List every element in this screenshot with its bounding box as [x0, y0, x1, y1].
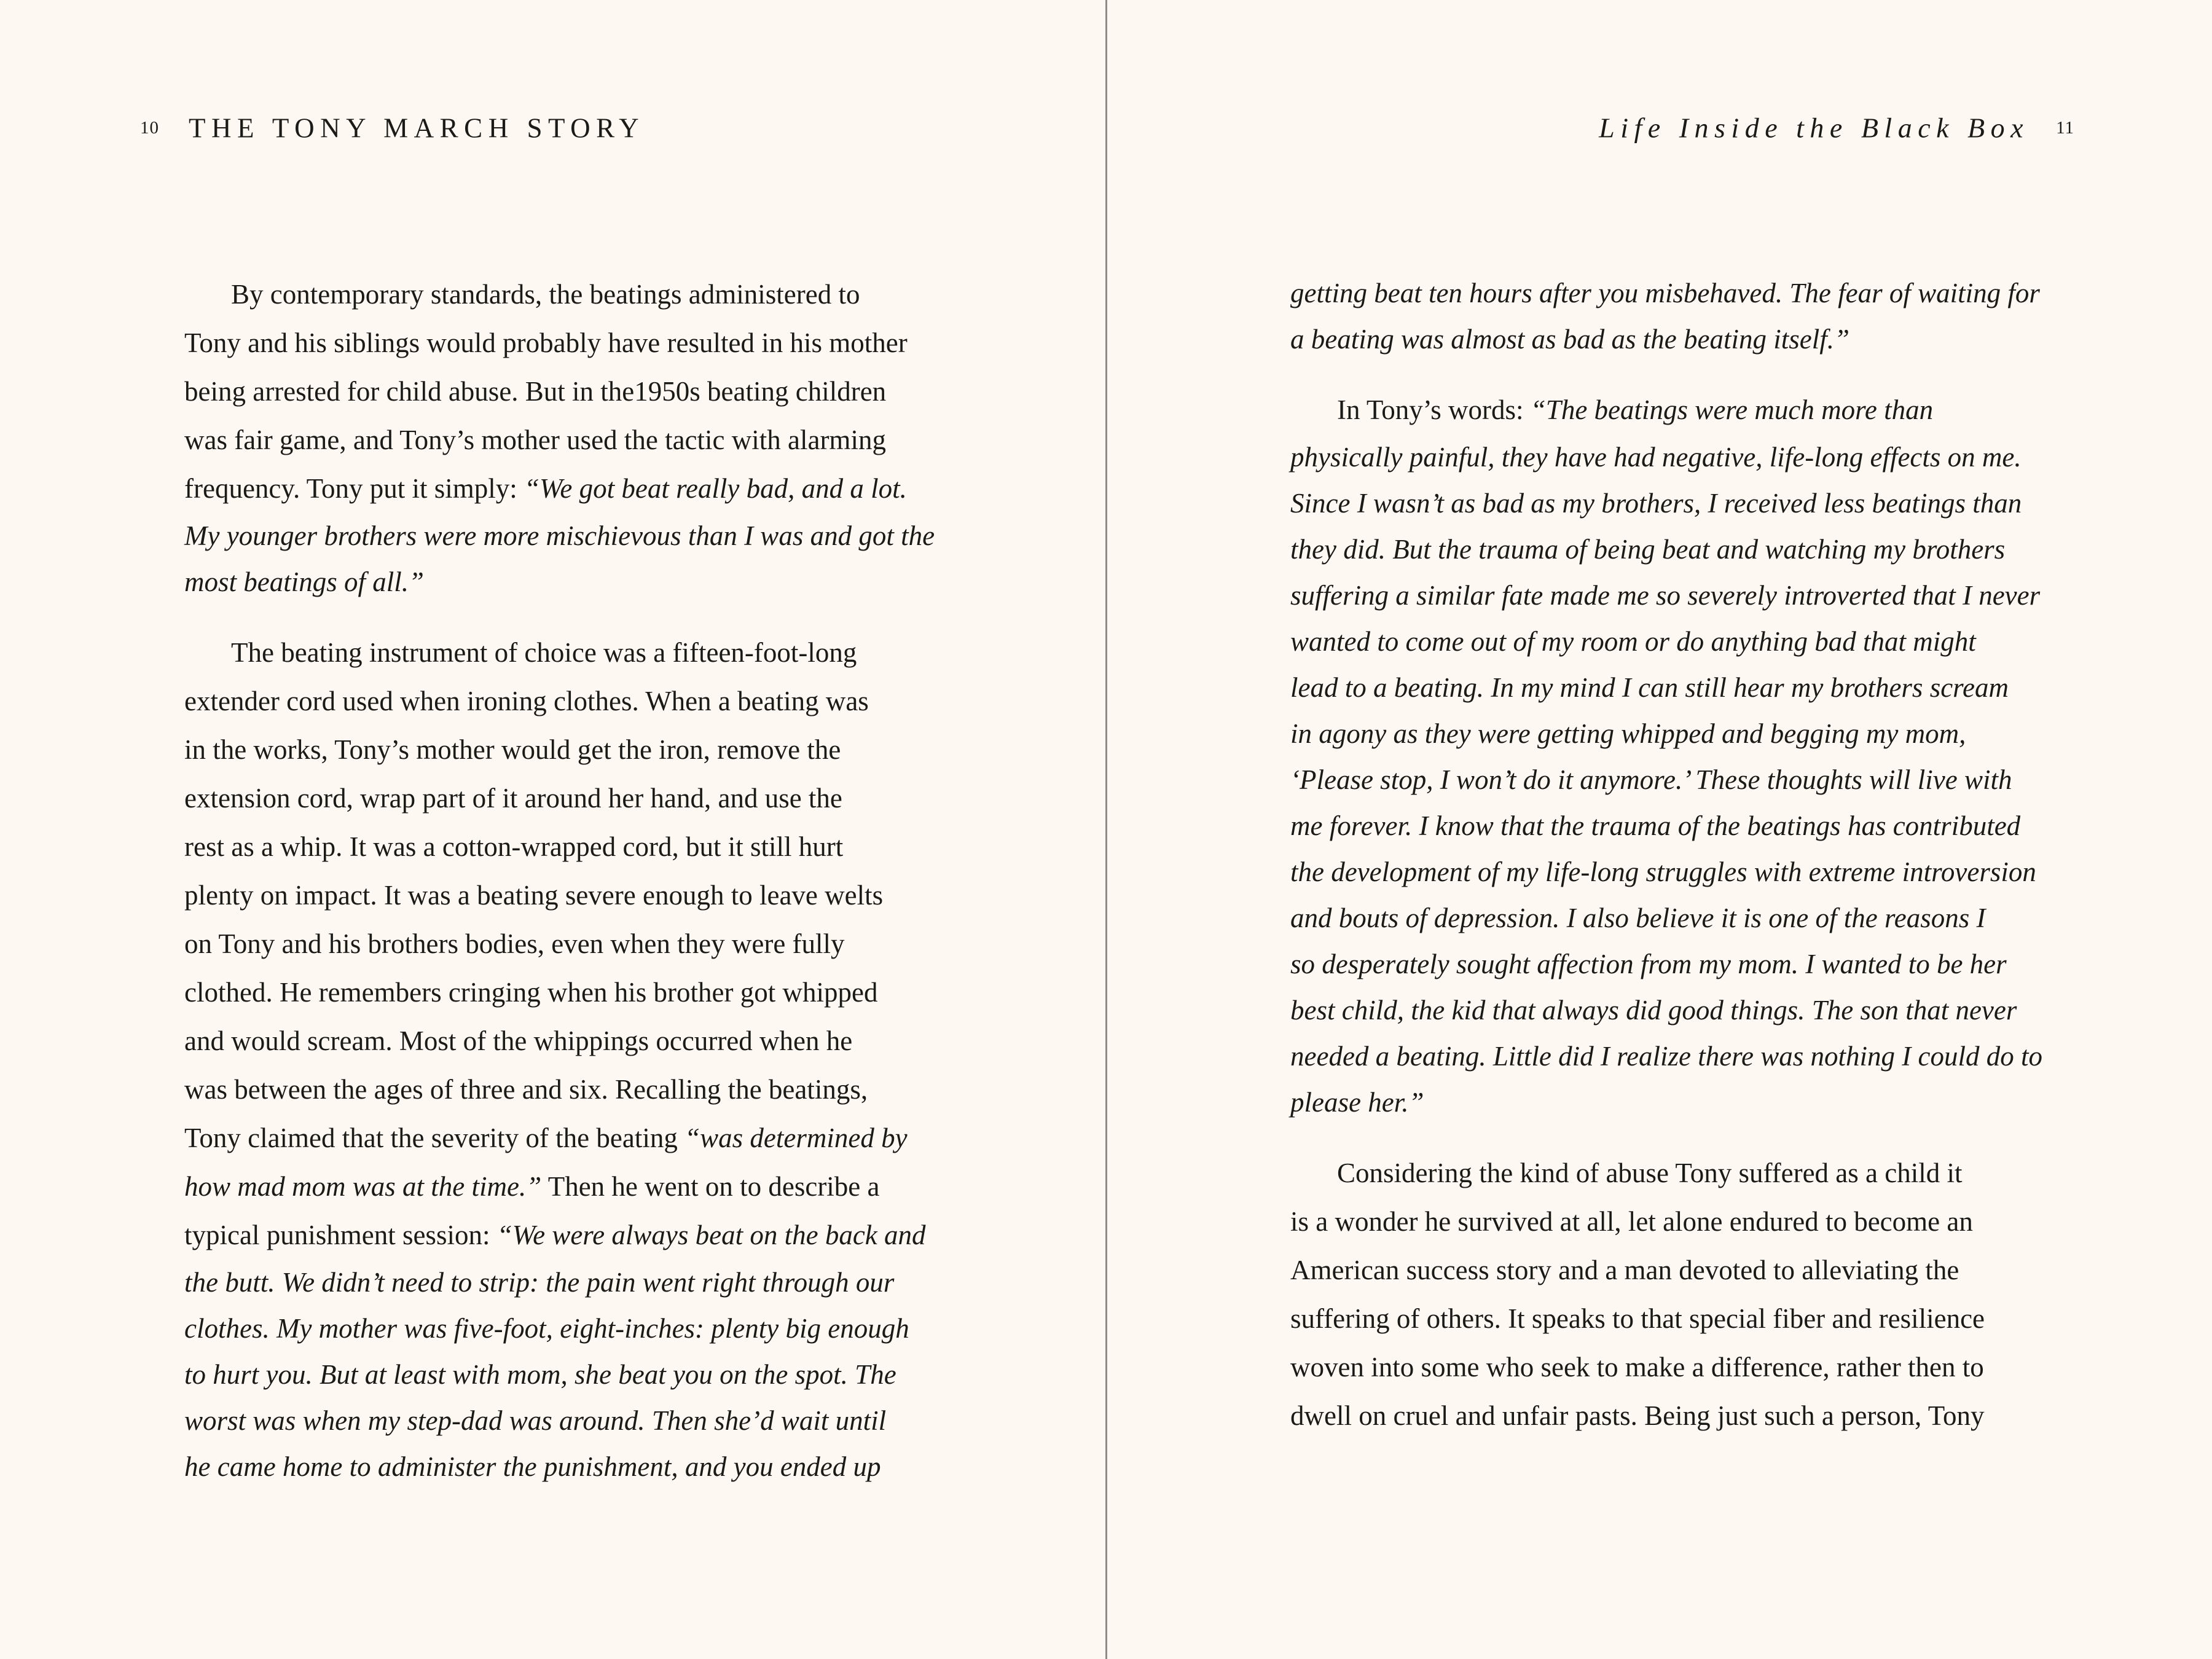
text-line [184, 726, 946, 774]
body-text: American success story and a man devoted to alleviating the [1290, 1255, 1959, 1285]
quoted-text: the development of my life-long struggles with extreme introversion [1290, 857, 2036, 887]
left-page [0, 0, 1105, 1659]
quoted-text: to hurt you. But at least with mom, she beat you on the spot. The [184, 1359, 896, 1390]
quoted-text: and bouts of depression. I also believe it is one of the reasons I [1290, 903, 1986, 933]
body-text: Then he went on to describe a [541, 1171, 880, 1202]
quoted-text: clothes. My mother was five-foot, eight-inches: plenty big enough [184, 1313, 909, 1344]
text-line [1290, 757, 2034, 803]
text-line [184, 1444, 946, 1490]
text-line [184, 1163, 946, 1211]
text-line [184, 920, 946, 968]
body-text: extension cord, wrap part of it around her hand, and use the [184, 783, 842, 814]
quoted-text: My younger brothers were more mischievous than I was and got the [184, 520, 935, 551]
quoted-text: best child, the kid that always did good things. The son that never [1290, 995, 2017, 1026]
quoted-text: physically painful, they have had negative, life-long effects on me. [1290, 442, 2022, 473]
text-line [1290, 1080, 2034, 1126]
quoted-text: lead to a beating. In my mind I can still hear my brothers scream [1290, 672, 2009, 703]
body-text: dwell on cruel and unfair pasts. Being just such a person, Tony [1290, 1400, 1985, 1431]
body-text: rest as a whip. It was a cotton-wrapped cord, but it still hurt [184, 831, 844, 862]
text-line [1290, 1295, 2034, 1343]
text-line [184, 968, 946, 1017]
body-text: suffering of others. It speaks to that special fiber and resilience [1290, 1303, 1985, 1334]
right-running-head [1599, 109, 2074, 146]
quoted-text: suffering a similar fate made me so severely introverted that I never [1290, 580, 2041, 611]
text-line [1290, 386, 2034, 434]
body-text: was between the ages of three and six. Recalling the beatings, [184, 1074, 868, 1105]
text-line [1290, 573, 2041, 619]
text-line [184, 1260, 946, 1306]
quoted-text: please her.” [1290, 1087, 1424, 1118]
quoted-text: needed a beating. Little did I realize there was nothing I could do to [1290, 1041, 2042, 1072]
text-line [184, 1065, 946, 1114]
text-line [184, 1398, 946, 1444]
text-line [1290, 434, 2034, 480]
text-line [1290, 711, 2034, 757]
body-text: plenty on impact. It was a beating severe enough to leave welts [184, 880, 884, 911]
text-line [184, 319, 946, 367]
text-line [184, 871, 946, 920]
text-line [184, 1114, 946, 1163]
text-line [1290, 480, 2034, 527]
quoted-text: how mad mom was at the time.” [184, 1171, 542, 1202]
quoted-text: me forever. I know that the trauma of the beatings has contributed [1290, 810, 2021, 841]
body-text: being arrested for child abuse. But in the1950s beating children [184, 376, 887, 407]
text-line [184, 1306, 946, 1352]
body-text: clothed. He remembers cringing when his brother got whipped [184, 977, 878, 1008]
left-page-body [184, 270, 946, 1513]
chapter-title-header: Life Inside the Black Box [1599, 112, 2030, 144]
text-line [1290, 1392, 2034, 1440]
quoted-text: ‘Please stop, I won’t do it anymore.’ These thoughts will live with [1290, 764, 2012, 795]
quoted-text: “was determined by [684, 1123, 908, 1153]
text-line [1290, 803, 2034, 849]
quoted-text: they did. But the trauma of being beat and watching my brothers [1290, 534, 2006, 565]
text-line [184, 367, 946, 416]
right-page [1107, 0, 2212, 1659]
text-line [1290, 849, 2034, 895]
paragraph [1290, 270, 2040, 363]
right-page-body [1290, 270, 2042, 1464]
quoted-text: wanted to come out of my room or do anything bad that might [1290, 626, 1976, 657]
paragraph [184, 270, 946, 605]
body-text: The beating instrument of choice was a fifteen-foot-long [231, 637, 857, 668]
text-line [184, 1211, 946, 1260]
text-line [1290, 941, 2034, 987]
right-page-number: 11 [2056, 118, 2074, 138]
quoted-text: most beatings of all.” [184, 567, 425, 597]
text-line [184, 465, 946, 513]
body-text: and would scream. Most of the whippings occurred when he [184, 1026, 853, 1056]
left-page-number: 10 [140, 118, 159, 138]
text-line [1290, 527, 2034, 573]
body-text: in the works, Tony’s mother would get the iron, remove the [184, 734, 841, 765]
text-line [1290, 987, 2034, 1033]
text-line [184, 823, 946, 871]
text-line [1290, 1343, 2034, 1392]
paragraph [1290, 1149, 2034, 1440]
quoted-text: the butt. We didn’t need to strip: the pain went right through our [184, 1267, 895, 1298]
body-text: was fair game, and Tony’s mother used the tactic with alarming [184, 425, 886, 455]
body-text: Tony claimed that the severity of the beating [184, 1123, 685, 1153]
text-line [1290, 1246, 2034, 1295]
text-line [1290, 316, 2034, 363]
quoted-text: so desperately sought affection from my mom. I wanted to be her [1290, 949, 2007, 979]
text-line [1290, 619, 2034, 665]
text-line [1290, 665, 2034, 711]
body-text: By contemporary standards, the beatings administered to [231, 279, 860, 310]
text-line [184, 1352, 946, 1398]
left-running-head [140, 109, 645, 146]
body-text: Considering the kind of abuse Tony suffered as a child it [1337, 1158, 1963, 1188]
text-line [1290, 1033, 2042, 1080]
quoted-text: getting beat ten hours after you misbehaved. The fear of waiting for [1290, 278, 2040, 308]
book-title-header: THE TONY MARCH STORY [189, 112, 645, 144]
text-line [184, 513, 946, 559]
quoted-text: a beating was almost as bad as the beating itself.” [1290, 324, 1850, 355]
quoted-text: “We got beat really bad, and a lot. [524, 473, 907, 504]
quoted-text: Since I wasn’t as bad as my brothers, I received less beatings than [1290, 488, 2022, 519]
text-line [184, 774, 946, 823]
body-text: frequency. Tony put it simply: [184, 473, 525, 504]
text-line [184, 629, 946, 677]
quoted-text: “The beatings were much more than [1530, 394, 1934, 425]
text-line [184, 416, 946, 465]
quoted-text: in agony as they were getting whipped and begging my mom, [1290, 718, 1966, 749]
text-line [1290, 1149, 2034, 1198]
text-line [184, 559, 946, 605]
body-text: woven into some who seek to make a difference, rather then to [1290, 1352, 1984, 1382]
text-line [1290, 895, 2034, 941]
body-text: is a wonder he survived at all, let alone endured to become an [1290, 1206, 1973, 1237]
text-line [184, 1017, 946, 1065]
text-line [184, 270, 946, 319]
quoted-text: he came home to administer the punishment, and you ended up [184, 1451, 881, 1482]
text-line [1290, 270, 2040, 316]
text-line [1290, 1198, 2034, 1246]
body-text: typical punishment session: [184, 1220, 497, 1250]
quoted-text: “We were always beat on the back and [496, 1220, 926, 1250]
body-text: on Tony and his brothers bodies, even when they were fully [184, 928, 845, 959]
paragraph [1290, 386, 2042, 1126]
paragraph [184, 629, 946, 1490]
body-text: Tony and his siblings would probably have resulted in his mother [184, 327, 908, 358]
quoted-text: worst was when my step-dad was around. Then she’d wait until [184, 1405, 887, 1436]
body-text: extender cord used when ironing clothes. When a beating was [184, 686, 869, 716]
text-line [184, 677, 946, 726]
body-text: In Tony’s words: [1337, 394, 1531, 425]
